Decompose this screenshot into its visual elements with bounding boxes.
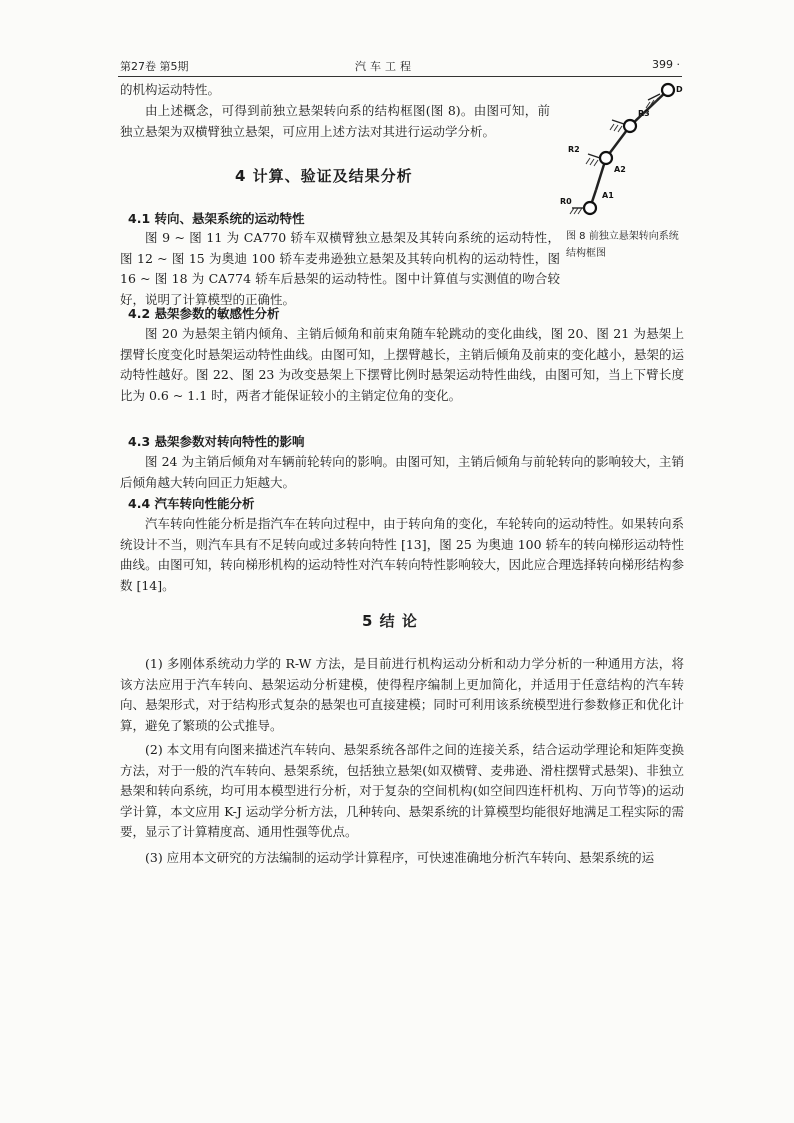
section-4-4-text: 汽车转向性能分析是指汽车在转向过程中，由于转向角的变化，车轮转向的运动特性。如果转向系统设计不当，则汽车具有不足转向或过多转向特性 [13]，图 25 为奥迪 100 轿车的转向梯形运动特性曲线。由图可知，转向梯形机构的运动特性对汽车转向特性影响较大，因此应合理选择转向梯形结构参数 [14]。: [120, 516, 684, 593]
header-rule: [118, 76, 682, 77]
label-r3: R3: [638, 109, 650, 118]
header-journal: 汽车工程: [355, 60, 415, 73]
conclusion-2: (2) 本文用有向图来描述汽车转向、悬架系统各部件之间的连接关系，结合运动学理论和矩阵变换方法，对于一般的汽车转向、悬架系统，包括独立悬架(如双横臂、麦弗逊、滑柱摆臂式悬架)、非独立悬架和转向系统，均可用本模型进行分析，对于复杂的空间机构(如空间四连杆机构、万向节等)的运动学计算，本文应用 K-J 运动学分析方法，几种转向、悬架系统的计算模型均能很好地满足工程实际的需要，显示了计算精度高、通用性强等优点。: [120, 742, 684, 839]
label-r0: R0: [560, 197, 572, 206]
section-4-3-title: 4.3 悬架参数对转向特性的影响: [128, 434, 305, 449]
joint-d: [662, 84, 674, 96]
section-4-4-title: 4.4 汽车转向性能分析: [128, 496, 255, 511]
section-4-title: 4 计算、验证及结果分析: [235, 167, 413, 185]
label-a2: A2: [614, 165, 626, 174]
conclusion-1: (1) 多刚体系统动力学的 R-W 方法，是目前进行机构运动分析和动力学分析的一种通用方法，将该方法应用于汽车转向、悬架运动分析建模，使得程序编制上更加简化，并适用于任意结构的汽车转向、悬架形式，对于结构形式复杂的悬架也可直接建模；同时可利用该系统模型进行参数修正和优化计算，避免了繁琐的公式推导。: [120, 656, 684, 733]
header-issue: 第27卷 第5期: [120, 60, 189, 73]
section-4-1-text: 图 9 ~ 图 11 为 CA770 轿车双横臂独立悬架及其转向系统的运动特性，图 12 ~ 图 15 为奥迪 100 轿车麦弗逊独立悬架及其转向机构的运动特性，图 16 ~ 图 18 为 CA774 轿车后悬架的运动特性。图中计算值与实测值的吻合较好，说明了计算模型的正确性。: [120, 230, 560, 307]
joint-r2: [600, 152, 612, 164]
figure-caption: 图 8 前独立悬架转向系统结构框图: [566, 231, 679, 259]
conclusion-3: (3) 应用本文研究的方法编制的运动学计算程序，可快速准确地分析汽车转向、悬架系统的运: [145, 850, 655, 865]
section-4-3-text: 图 24 为主销后倾角对车辆前轮转向的影响。由图可知，主销后倾角与前轮转向的影响较大，主销后倾角越大转向回正力矩越大。: [120, 454, 684, 490]
section-5-title: 5 结 论: [362, 612, 418, 630]
section-4-1-title: 4.1 转向、悬架系统的运动特性: [128, 211, 305, 226]
label-a1: A1: [602, 191, 614, 200]
intro-paragraph: 由上述概念，可得到前独立悬架转向系的结构框图(图 8)。由图可知，前独立悬架为双横臂独立悬架，可应用上述方法对其进行运动学分析。: [120, 103, 550, 139]
section-4-2-title: 4.2 悬架参数的敏感性分析: [128, 306, 280, 321]
intro-line-1: 的机构运动特性。: [120, 82, 221, 97]
joint-r0: [584, 202, 596, 214]
joint-r3: [624, 120, 636, 132]
label-r2: R2: [568, 145, 580, 154]
label-d: D: [676, 85, 683, 94]
section-4-2-text: 图 20 为悬架主销内倾角、主销后倾角和前束角随车轮跳动的变化曲线，图 20、图 21 为悬架上摆臂长度变化时悬架运动特性曲线。由图可知，上摆臂越长，主销后倾角及前束的变化越小，悬架的运动特性越好。图 22、图 23 为改变悬架上下摆臂比例时悬架运动特性曲线，由图可知，当上下臂长度比为 0.6 ~ 1.1 时，两者才能保证较小的主销定位角的变化。: [120, 326, 684, 403]
header-page-number: 399 ·: [652, 58, 680, 71]
running-header: [120, 58, 680, 74]
